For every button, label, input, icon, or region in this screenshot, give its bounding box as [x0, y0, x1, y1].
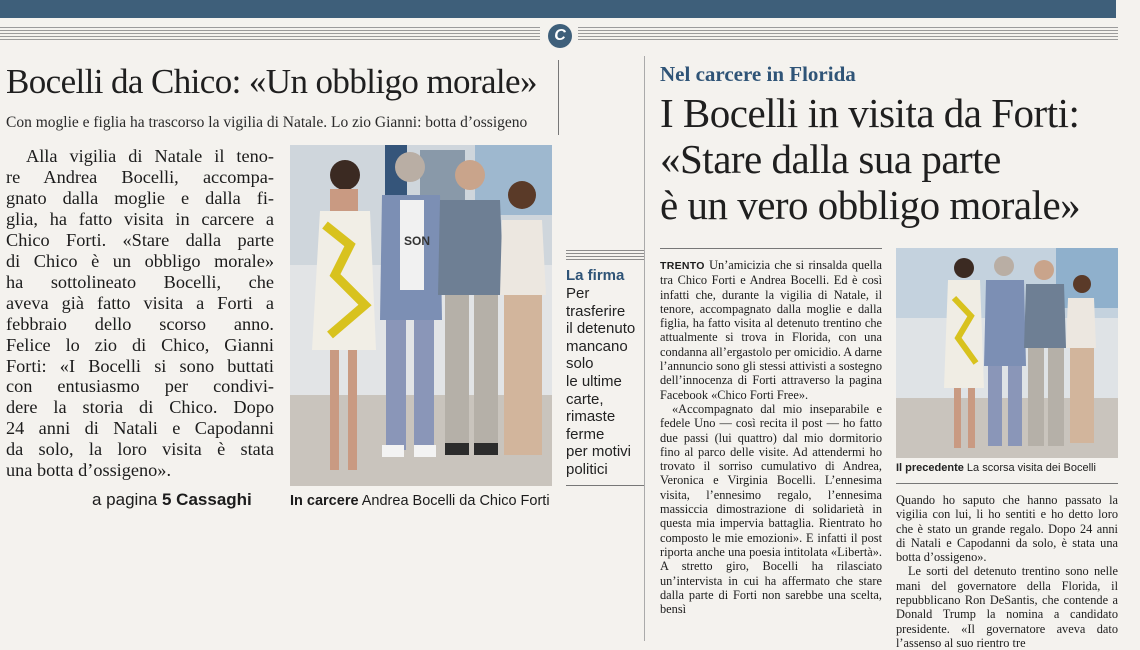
right-body-rule — [660, 248, 882, 249]
dateline: TRENTO — [660, 260, 705, 272]
sidebar-heading: La firma — [566, 267, 625, 284]
sidebar-line: solo — [566, 355, 594, 373]
sidebar-line: per motivi — [566, 443, 632, 461]
right-article-column-2 — [896, 493, 1118, 650]
left-article-subtitle: Con moglie e figlia ha trascorso la vigilia di Natale. Lo zio Gianni: botta d’ossigeno — [6, 114, 528, 131]
body-line: da solo, la loro visita è stata — [6, 439, 274, 460]
page-reference-author: Cassaghi — [176, 490, 252, 509]
left-article-body — [6, 146, 274, 481]
right-article-kicker: Nel carcere in Florida — [660, 62, 856, 86]
column-divider — [644, 56, 645, 641]
body-line: re Andrea Bocelli, accompa- — [6, 166, 274, 187]
paragraph: «Accompagnato dal mio inseparabile e fedele Uno — così recita il post — ho fatto due passi (lui quattro) dal mio dormitorio fino al parco delle visite. Ad attendermi ho trovato il sorriso cumulativo di Andrea, Veronica e Virginia Bocelli. L’ennesima visita, l’ennesimo regalo, l’ennesima massiccia dimostrazione di solidarietà in questa mia impervia battaglia. Rientrato ho composto le mie emozioni». E infatti il post riporta anche una poesia intitolata «Libertà». A stretto giro, Bocelli ha rilasciato un’intervista in cui ha affermato che stare dalla parte di Forti non sarebbe una scelta, bensì — [660, 401, 882, 617]
paragraph: Quando ho saputo che hanno passato la vigilia con lui, li ho sentiti e ho detto loro che è stato un grande regalo. Dopo 24 anni di Natali e Capodanni da solo, è stata una botta d’ossigeno». — [896, 493, 1118, 565]
previous-visit-photo — [896, 248, 1118, 458]
paragraph: Le sorti del detenuto trentino sono nelle mani del governatore della Florida, il repubblicano Ron DeSantis, che contende a Donald Trump la nomina a candidato presidente. «Il governatore aveva dato l’assenso al suo rientro tre — [896, 564, 1118, 650]
previous-visit-caption-text: La scorsa visita dei Bocelli — [963, 462, 1096, 474]
body-line: glia, ha fatto visita in carcere a — [6, 208, 274, 229]
sidebar-line: le ultime — [566, 372, 622, 390]
caption-rule — [896, 483, 1118, 484]
photo-caption-label: In carcere — [290, 493, 359, 509]
header-rule-right — [578, 27, 1118, 41]
body-line: una botta d’ossigeno». — [6, 460, 172, 481]
photo-caption-text: Andrea Bocelli da Chico Forti — [358, 493, 550, 509]
sidebar-box — [566, 250, 644, 486]
right-title-line: «Stare dalla sua parte — [660, 136, 1001, 182]
header-rule-left — [0, 27, 540, 41]
body-line: Felice lo zio di Chico, Gianni — [6, 334, 274, 355]
previous-visit-caption — [896, 462, 1096, 474]
right-title-line: è un vero obbligo morale» — [660, 182, 1081, 228]
previous-visit-caption-label: Il precedente — [896, 462, 964, 474]
newspaper-logo: C — [548, 24, 572, 48]
body-line: 24 anni di Natali e Capodanni — [6, 418, 274, 439]
page-reference-prefix: a pagina — [92, 490, 158, 509]
bocelli-visit-photo — [290, 145, 552, 486]
paragraph: Un’amicizia che si rinsalda quella tra Chico Forti e Andrea Bocelli. Ed è così infatti che, durante la vigilia di Natale, il tenore, accompagnato dalla moglie e dalla figlia, ha fatto visita al detenuto trentino che attualmente si trova in Florida, con una condanna all’ergastolo per omicidio. A darne l’annuncio sono gli stessi attivisti a sostegno dell’innocenza di Forti attraverso la pagina Facebook «Chico Forti Free». — [660, 258, 882, 402]
body-line: dere la storia di Chico. Dopo — [6, 397, 274, 418]
body-line: con entusiasmo per condivi- — [6, 376, 274, 397]
right-article-column-1 — [660, 258, 882, 641]
body-line: Alla vigilia di Natale il teno- — [26, 146, 274, 166]
svg-text:SON: SON — [404, 234, 431, 248]
left-article-title: Bocelli da Chico: «Un obbligo morale» — [6, 62, 537, 101]
page-reference-number: 5 — [161, 490, 172, 509]
sidebar-line: trasferire — [566, 302, 626, 320]
body-line: di Chico è un obbligo morale» — [6, 250, 274, 271]
sidebar-rule — [566, 250, 644, 262]
sidebar-bottom-rule — [566, 485, 644, 486]
body-line: febbraio dello scorso anno. — [6, 313, 274, 334]
right-article-title — [660, 90, 1080, 228]
sidebar-line: mancano — [566, 337, 628, 355]
right-title-line: I Bocelli in visita da Forti: — [660, 90, 1080, 136]
body-line: gnato dalla moglie e dalla fi- — [6, 187, 274, 208]
sidebar-line: il detenuto — [566, 320, 636, 338]
body-line: Forti: «I Bocelli si sono buttati — [6, 355, 274, 376]
top-color-band — [0, 0, 1116, 18]
body-line: ha sottolineato Bocelli, che — [6, 271, 274, 292]
sidebar-line: rimaste — [566, 408, 616, 426]
page-reference[interactable] — [92, 490, 252, 510]
photo-caption — [290, 493, 550, 509]
sidebar-line: politici — [566, 460, 608, 478]
sidebar-line: Per — [566, 285, 590, 302]
body-line: Chico Forti. «Stare dalla parte — [6, 229, 274, 250]
left-title-divider — [558, 60, 559, 135]
body-line: aveva già fatto visita a Forti a — [6, 292, 274, 313]
sidebar-line: ferme — [566, 425, 605, 443]
sidebar-line: carte, — [566, 390, 604, 408]
